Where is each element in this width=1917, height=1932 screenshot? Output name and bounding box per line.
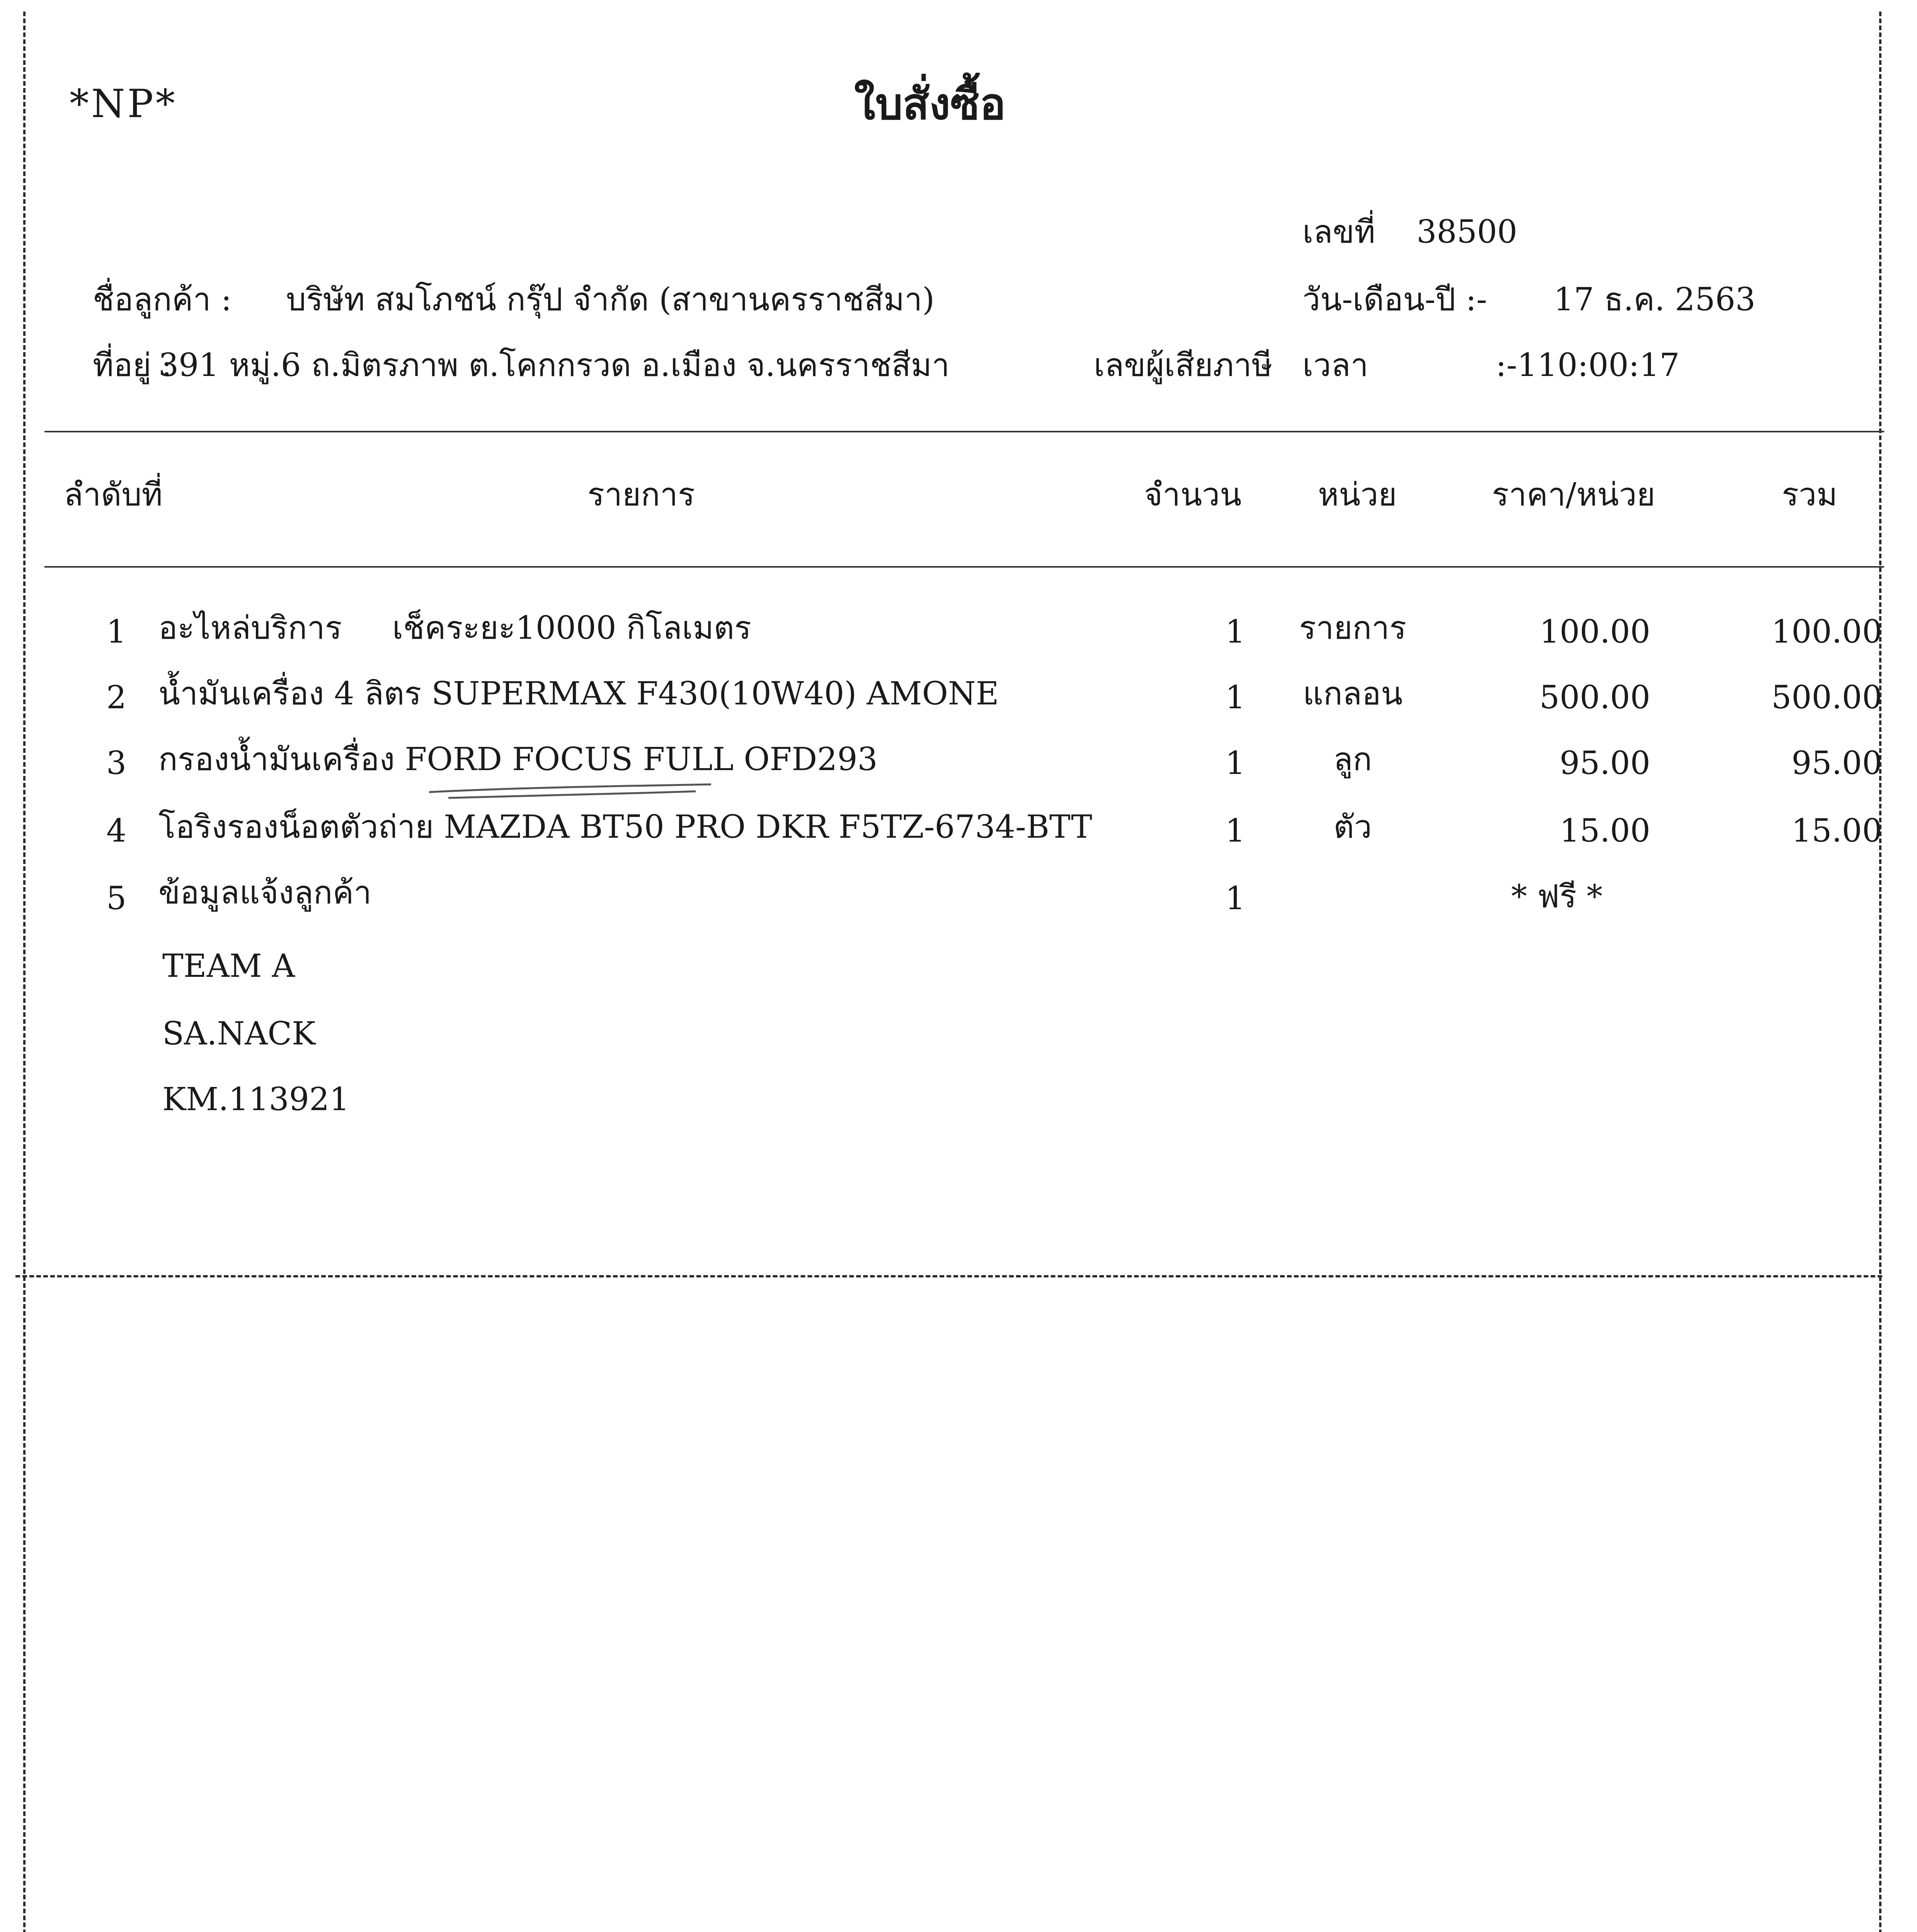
row-price: 500.00 bbox=[1539, 679, 1650, 716]
doc-no-label: เลขที่ bbox=[1302, 214, 1376, 250]
row-no: 1 bbox=[106, 614, 127, 650]
row-unit: แกลอน bbox=[1302, 675, 1403, 712]
row-qty: 1 bbox=[1225, 813, 1246, 849]
row-qty: 1 bbox=[1225, 679, 1246, 716]
row-price: 95.00 bbox=[1559, 745, 1650, 782]
row-no: 4 bbox=[106, 813, 127, 849]
time-value: :-110:00:17 bbox=[1496, 347, 1680, 384]
row-price: * ฟรี * bbox=[1511, 878, 1603, 915]
tax-id-label: เลขผู้เสียภาษี bbox=[1094, 347, 1273, 384]
time-label: เวลา bbox=[1302, 347, 1369, 384]
row-total: 100.00 bbox=[1771, 614, 1882, 650]
handwritten-underline bbox=[425, 777, 719, 804]
row-no: 2 bbox=[106, 679, 127, 716]
row-total: 95.00 bbox=[1791, 745, 1882, 782]
row-unit: ลูก bbox=[1333, 741, 1372, 778]
header-unit: หน่วย bbox=[1318, 476, 1397, 513]
customer-name: บริษัท สมโภชน์ กรุ๊ป จำกัด (สาขานครราชสีมา) bbox=[286, 281, 935, 318]
row-item: กรองน้ำมันเครื่อง FORD FOCUS FULL OFD293 bbox=[158, 741, 878, 778]
address-label: ที่อยู่ : bbox=[93, 347, 172, 384]
customer-label: ชื่อลูกค้า : bbox=[93, 281, 232, 318]
note-line: TEAM A bbox=[162, 948, 295, 985]
header-qty: จำนวน bbox=[1144, 476, 1242, 513]
document-code: *NP* bbox=[70, 81, 177, 126]
date-value: 17 ธ.ค. 2563 bbox=[1554, 281, 1756, 318]
header-total: รวม bbox=[1782, 476, 1838, 513]
middle-dash-divider bbox=[15, 1275, 1882, 1277]
note-line: SA.NACK bbox=[162, 1015, 316, 1052]
row-unit: รายการ bbox=[1299, 610, 1406, 646]
doc-no: 38500 bbox=[1416, 214, 1517, 250]
row-price: 100.00 bbox=[1539, 614, 1650, 650]
table-header-rule bbox=[44, 566, 1884, 568]
note-line: KM.113921 bbox=[162, 1081, 350, 1118]
row-item: ข้อมูลแจ้งลูกค้า bbox=[158, 874, 372, 911]
row-price: 15.00 bbox=[1559, 813, 1650, 849]
address: 391 หมู่.6 ถ.มิตรภาพ ต.โคกกรวด อ.เมือง จ.นครราชสีมา bbox=[158, 347, 950, 384]
header-item: รายการ bbox=[587, 476, 695, 513]
row-total: 15.00 bbox=[1791, 813, 1882, 849]
row-no: 3 bbox=[106, 745, 127, 782]
row-unit: ตัว bbox=[1333, 809, 1372, 845]
date-label: วัน-เดือน-ปี :- bbox=[1302, 281, 1487, 318]
row-qty: 1 bbox=[1225, 745, 1246, 782]
right-border bbox=[1879, 12, 1881, 1932]
row-item: อะไหล่บริการ เช็คระยะ10000 กิโลเมตร bbox=[158, 610, 751, 646]
table-top-rule bbox=[44, 431, 1884, 432]
header-no: ลำดับที่ bbox=[64, 476, 163, 513]
page-title: ใบสั่งซื้อ bbox=[854, 79, 1006, 129]
row-item: น้ำมันเครื่อง 4 ลิตร SUPERMAX F430(10W40) AMONE bbox=[158, 675, 999, 712]
row-total: 500.00 bbox=[1771, 679, 1882, 716]
header-price: ราคา/หน่วย bbox=[1492, 476, 1655, 513]
row-qty: 1 bbox=[1225, 880, 1246, 917]
row-item: โอริงรองน็อตตัวถ่าย MAZDA BT50 PRO DKR F5TZ-6734-BTT bbox=[158, 809, 1092, 845]
row-qty: 1 bbox=[1225, 614, 1246, 650]
left-border bbox=[23, 12, 26, 1932]
row-no: 5 bbox=[106, 880, 127, 917]
